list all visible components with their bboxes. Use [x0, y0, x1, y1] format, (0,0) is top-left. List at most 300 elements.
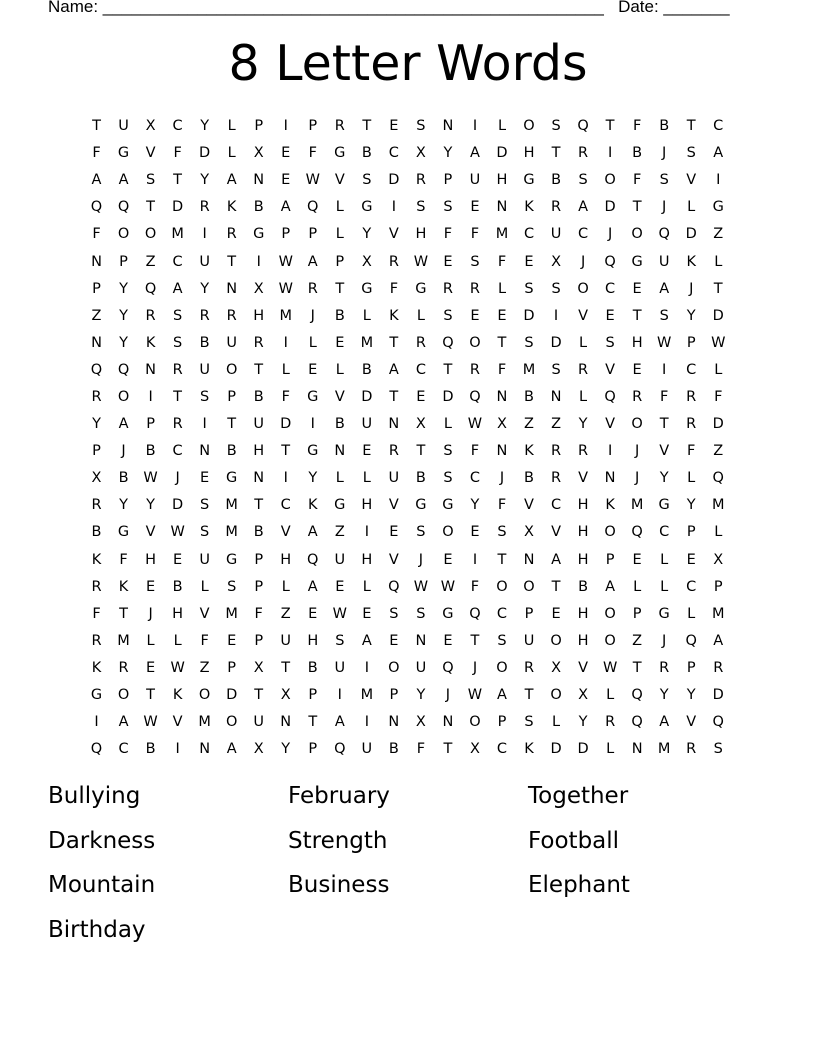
grid-cell: L [660, 578, 669, 595]
grid-cell: J [148, 605, 153, 622]
grid-cell: B [145, 443, 156, 460]
grid-cell: S [173, 334, 183, 351]
grid-cell: T [497, 551, 507, 568]
grid-cell: R [415, 334, 426, 351]
grid-cell: J [689, 280, 694, 297]
grid-cell: E [443, 551, 453, 568]
grid-cell: C [118, 741, 129, 758]
grid-cell: O [496, 578, 508, 595]
grid-cell: A [713, 632, 724, 649]
grid-cell: E [686, 551, 696, 568]
grid-cell: R [523, 659, 535, 676]
grid-cell: I [607, 443, 613, 460]
grid-cell: X [253, 145, 264, 162]
grid-row [83, 411, 744, 438]
grid-cell: T [227, 416, 237, 433]
grid-cell: X [253, 659, 264, 676]
grid-cell: T [362, 118, 372, 135]
grid-cell: F [497, 361, 507, 378]
grid-cell: Q [117, 361, 130, 378]
grid-cell: R [307, 280, 318, 297]
grid-cell: Z [91, 307, 102, 324]
grid-cell: C [172, 118, 183, 135]
grid-cell: M [495, 226, 509, 243]
grid-cell: P [389, 687, 399, 704]
grid-cell: T [281, 443, 291, 460]
word-list [48, 778, 768, 956]
grid-row [83, 276, 744, 303]
grid-cell: O [631, 226, 643, 243]
grid-cell: W [413, 253, 429, 270]
grid-cell: I [175, 741, 180, 758]
grid-cell: S [551, 118, 561, 135]
grid-cell: I [283, 334, 288, 351]
grid-cell: A [361, 632, 372, 649]
grid-cell: R [686, 388, 697, 405]
grid-cell: X [415, 714, 426, 731]
grid-cell: D [442, 388, 454, 405]
grid-cell: X [253, 741, 264, 758]
grid-cell: R [388, 443, 399, 460]
grid-cell: U [334, 551, 346, 568]
grid-cell: K [145, 334, 156, 351]
grid-cell: W [305, 172, 320, 189]
grid-cell: S [335, 632, 345, 649]
grid-cell: D [712, 687, 724, 704]
grid-cell: V [280, 524, 291, 541]
grid-cell: Y [578, 416, 588, 433]
grid-cell: S [416, 524, 426, 541]
grid-cell: N [91, 253, 102, 270]
grid-cell: Q [631, 714, 643, 731]
grid-cell: O [198, 687, 211, 704]
grid-cell: T [281, 659, 291, 676]
grid-cell: E [389, 118, 399, 135]
grid-cell: C [578, 226, 589, 243]
grid-cell: O [117, 687, 130, 704]
grid-cell: K [686, 253, 696, 270]
grid-row [83, 303, 744, 330]
grid-cell: P [254, 118, 264, 135]
grid-cell: E [389, 632, 399, 649]
grid-cell: G [334, 145, 346, 162]
grid-cell: I [202, 416, 207, 433]
grid-cell: P [254, 578, 264, 595]
grid-cell: E [416, 388, 426, 405]
grid-cell: T [632, 307, 642, 324]
grid-cell: X [415, 145, 426, 162]
grid-cell: P [146, 416, 155, 433]
grid-cell: N [496, 443, 508, 460]
grid-cell: E [551, 605, 561, 622]
grid-cell: G [658, 605, 670, 622]
grid-cell: G [334, 497, 346, 514]
grid-cell: R [551, 199, 562, 216]
grid-cell: T [146, 687, 155, 704]
grid-cell: L [362, 307, 371, 324]
grid-cell: U [226, 334, 237, 351]
grid-cell: X [551, 253, 562, 270]
grid-cell: R [469, 361, 480, 378]
grid-cell: H [577, 551, 589, 568]
grid-cell: H [253, 307, 265, 324]
grid-row [83, 384, 744, 411]
word-list-item: February [288, 783, 390, 809]
grid-cell: P [308, 226, 318, 243]
grid-cell: E [308, 361, 318, 378]
grid-cell: B [659, 118, 670, 135]
grid-cell: C [523, 226, 535, 243]
grid-cell: A [307, 253, 318, 270]
grid-cell: I [472, 551, 478, 568]
grid-cell: T [470, 632, 480, 649]
grid-cell: T [551, 145, 561, 162]
grid-cell: Y [308, 470, 318, 487]
grid-cell: A [226, 172, 237, 189]
grid-cell: Q [658, 226, 670, 243]
grid-cell: S [200, 388, 210, 405]
grid-cell: Q [90, 741, 103, 758]
grid-cell: H [253, 443, 265, 460]
grid-cell: L [660, 551, 669, 568]
grid-cell: H [172, 605, 184, 622]
grid-cell: B [199, 334, 210, 351]
grid-cell: B [388, 741, 399, 758]
grid-cell: N [415, 632, 427, 649]
grid-cell: T [713, 280, 723, 297]
grid-cell: P [92, 280, 101, 297]
grid-cell: S [443, 307, 453, 324]
grid-cell: S [416, 605, 426, 622]
grid-cell: H [577, 632, 589, 649]
grid-cell: I [337, 687, 342, 704]
grid-cell: A [118, 172, 129, 189]
grid-cell: T [659, 416, 669, 433]
grid-cell: Y [200, 280, 210, 297]
grid-cell: H [280, 551, 292, 568]
grid-cell: A [118, 714, 129, 731]
grid-row [83, 682, 744, 709]
grid-cell: A [280, 199, 291, 216]
grid-cell: Q [604, 388, 616, 405]
grid-cell: W [440, 578, 456, 595]
grid-cell: P [443, 172, 453, 189]
grid-row [83, 709, 744, 736]
grid-cell: D [685, 226, 697, 243]
grid-cell: R [578, 361, 589, 378]
grid-cell: L [146, 632, 155, 649]
grid-cell: U [361, 741, 373, 758]
grid-cell: E [632, 280, 642, 297]
grid-cell: R [442, 280, 453, 297]
grid-cell: S [551, 280, 561, 297]
grid-cell: A [659, 714, 670, 731]
grid-cell: H [145, 551, 157, 568]
grid-cell: L [552, 714, 561, 731]
grid-cell: B [118, 470, 129, 487]
grid-row [83, 330, 744, 357]
grid-cell: I [364, 524, 369, 541]
grid-cell: C [469, 470, 481, 487]
grid-cell: T [632, 659, 642, 676]
grid-cell: R [551, 443, 562, 460]
grid-cell: F [200, 632, 209, 649]
grid-cell: T [119, 605, 128, 622]
grid-cell: V [578, 307, 589, 324]
grid-cell: F [119, 551, 128, 568]
grid-cell: M [360, 334, 374, 351]
grid-cell: J [472, 659, 478, 676]
grid-cell: I [553, 307, 559, 324]
grid-row [83, 357, 744, 384]
grid-cell: O [604, 524, 616, 541]
grid-cell: L [579, 334, 588, 351]
grid-cell: A [497, 687, 507, 704]
grid-cell: F [632, 172, 642, 189]
grid-cell: V [578, 659, 589, 676]
grid-cell: T [632, 199, 642, 216]
grid-cell: B [361, 145, 372, 162]
grid-cell: S [497, 524, 507, 541]
grid-cell: T [92, 118, 101, 135]
grid-cell: G [117, 145, 130, 162]
grid-cell: P [308, 741, 318, 758]
word-list-item: Together [528, 783, 629, 809]
grid-cell: I [283, 118, 288, 135]
grid-cell: O [523, 118, 535, 135]
grid-cell: P [281, 226, 291, 243]
grid-cell: G [226, 551, 238, 568]
grid-cell: T [443, 361, 453, 378]
grid-cell: S [497, 632, 507, 649]
grid-cell: Y [659, 470, 669, 487]
grid-cell: V [334, 172, 345, 189]
grid-cell: B [551, 172, 562, 189]
grid-cell: V [578, 470, 589, 487]
grid-cell: M [711, 497, 725, 514]
header-line [48, 0, 730, 17]
grid-cell: D [577, 741, 589, 758]
grid-cell: W [278, 280, 293, 297]
grid-cell: Z [280, 605, 291, 622]
grid-cell: S [524, 280, 534, 297]
grid-cell: U [469, 172, 481, 189]
grid-cell: N [442, 118, 454, 135]
grid-cell: P [308, 118, 318, 135]
grid-cell: G [307, 443, 319, 460]
grid-cell: V [605, 361, 616, 378]
grid-cell: N [550, 388, 562, 405]
grid-cell: G [117, 524, 130, 541]
grid-cell: L [335, 470, 344, 487]
grid-cell: K [605, 497, 615, 514]
grid-row [83, 574, 744, 601]
grid-cell: W [170, 659, 185, 676]
grid-cell: X [524, 524, 534, 541]
grid-cell: Q [388, 578, 400, 595]
grid-cell: L [714, 361, 723, 378]
grid-cell: D [604, 199, 616, 216]
grid-cell: P [92, 443, 101, 460]
grid-cell: N [334, 443, 346, 460]
grid-cell: L [281, 361, 290, 378]
grid-row [83, 438, 744, 465]
grid-cell: N [253, 470, 265, 487]
grid-cell: K [91, 659, 102, 676]
grid-cell: Q [685, 632, 697, 649]
grid-cell: L [687, 470, 696, 487]
grid-cell: A [226, 741, 237, 758]
grid-cell: R [172, 416, 183, 433]
word-list-item: Bullying [48, 783, 141, 809]
grid-cell: B [226, 443, 237, 460]
grid-cell: B [145, 741, 156, 758]
grid-cell: G [442, 605, 454, 622]
grid-cell: P [713, 578, 723, 595]
grid-cell: M [630, 497, 644, 514]
grid-cell: S [389, 605, 399, 622]
grid-cell: E [308, 605, 318, 622]
grid-cell: V [388, 497, 399, 514]
grid-cell: T [443, 741, 453, 758]
grid-cell: C [388, 145, 399, 162]
grid-cell: L [416, 307, 425, 324]
grid-cell: I [256, 253, 261, 270]
grid-cell: R [253, 334, 264, 351]
grid-cell: C [172, 443, 183, 460]
grid-row [83, 465, 744, 492]
grid-cell: Z [145, 253, 156, 270]
grid-cell: N [145, 361, 156, 378]
grid-cell: M [522, 361, 536, 378]
grid-cell: B [524, 470, 534, 487]
grid-cell: U [199, 361, 210, 378]
grid-cell: L [227, 118, 236, 135]
grid-cell: S [443, 470, 453, 487]
grid-cell: P [605, 551, 615, 568]
grid-cell: R [469, 280, 480, 297]
grid-cell: C [659, 524, 670, 541]
grid-cell: F [687, 443, 696, 460]
grid-cell: Z [632, 632, 643, 649]
grid-cell: Z [524, 416, 534, 433]
grid-cell: J [662, 632, 667, 649]
grid-cell: F [281, 388, 290, 405]
grid-cell: Q [117, 199, 130, 216]
grid-cell: F [92, 605, 101, 622]
grid-cell: V [686, 172, 697, 189]
grid-cell: R [145, 307, 156, 324]
grid-cell: Q [577, 118, 589, 135]
grid-cell: R [91, 497, 102, 514]
grid-cell: M [657, 741, 671, 758]
grid-cell: I [716, 172, 721, 189]
grid-cell: J [499, 470, 505, 487]
grid-cell: W [657, 334, 672, 351]
grid-cell: O [523, 578, 535, 595]
grid-cell: R [226, 307, 237, 324]
grid-cell: J [607, 226, 613, 243]
grid-cell: A [307, 524, 318, 541]
grid-cell: W [170, 524, 185, 541]
grid-cell: Y [659, 687, 669, 704]
grid-cell: N [91, 334, 102, 351]
grid-cell: F [254, 605, 263, 622]
grid-cell: Q [469, 388, 481, 405]
grid-cell: S [145, 172, 156, 189]
grid-cell: E [145, 578, 156, 595]
grid-cell: E [173, 551, 183, 568]
grid-cell: K [389, 307, 399, 324]
grid-cell: F [497, 497, 507, 514]
grid-cell: L [173, 632, 182, 649]
grid-cell: V [388, 551, 399, 568]
grid-cell: G [631, 253, 643, 270]
grid-cell: P [119, 253, 128, 270]
grid-cell: D [550, 334, 562, 351]
grid-cell: S [416, 118, 426, 135]
grid-cell: A [713, 145, 724, 162]
grid-cell: M [279, 307, 292, 324]
grid-cell: P [497, 714, 507, 731]
grid-cell: J [635, 470, 640, 487]
grid-cell: R [199, 199, 210, 216]
grid-cell: B [334, 416, 345, 433]
grid-cell: L [633, 578, 642, 595]
grid-cell: T [524, 687, 534, 704]
grid-cell: D [172, 497, 184, 514]
word-list-item: Strength [288, 827, 388, 854]
grid-cell: L [497, 118, 507, 135]
grid-cell: M [117, 632, 130, 649]
grid-cell: Y [362, 226, 372, 243]
grid-cell: A [578, 199, 589, 216]
grid-cell: D [361, 388, 373, 405]
grid-cell: E [632, 361, 642, 378]
grid-cell: U [334, 659, 346, 676]
grid-cell: F [497, 253, 507, 270]
grid-cell: S [443, 199, 453, 216]
grid-cell: M [225, 497, 238, 514]
grid-cell: I [94, 714, 99, 731]
grid-cell: K [91, 551, 102, 568]
grid-cell: V [172, 714, 183, 731]
grid-cell: V [659, 443, 670, 460]
grid-cell: J [580, 253, 586, 270]
grid-cell: E [470, 199, 480, 216]
grid-cell: Q [604, 253, 616, 270]
grid-cell: C [415, 361, 426, 378]
grid-cell: N [496, 388, 508, 405]
page-title: 8 Letter Words [228, 35, 588, 92]
grid-cell: S [200, 497, 210, 514]
grid-cell: L [362, 578, 371, 595]
grid-cell: Z [199, 659, 210, 676]
grid-row [83, 113, 744, 140]
grid-cell: E [335, 334, 345, 351]
grid-cell: Q [631, 524, 643, 541]
grid-cell: A [334, 714, 345, 731]
grid-cell: Q [90, 361, 103, 378]
grid-cell: W [413, 578, 429, 595]
grid-row [83, 628, 744, 655]
grid-cell: M [171, 226, 184, 243]
grid-cell: B [253, 524, 264, 541]
grid-cell: L [497, 280, 507, 297]
grid-row [83, 736, 744, 763]
grid-cell: E [470, 524, 480, 541]
grid-cell: B [334, 307, 345, 324]
